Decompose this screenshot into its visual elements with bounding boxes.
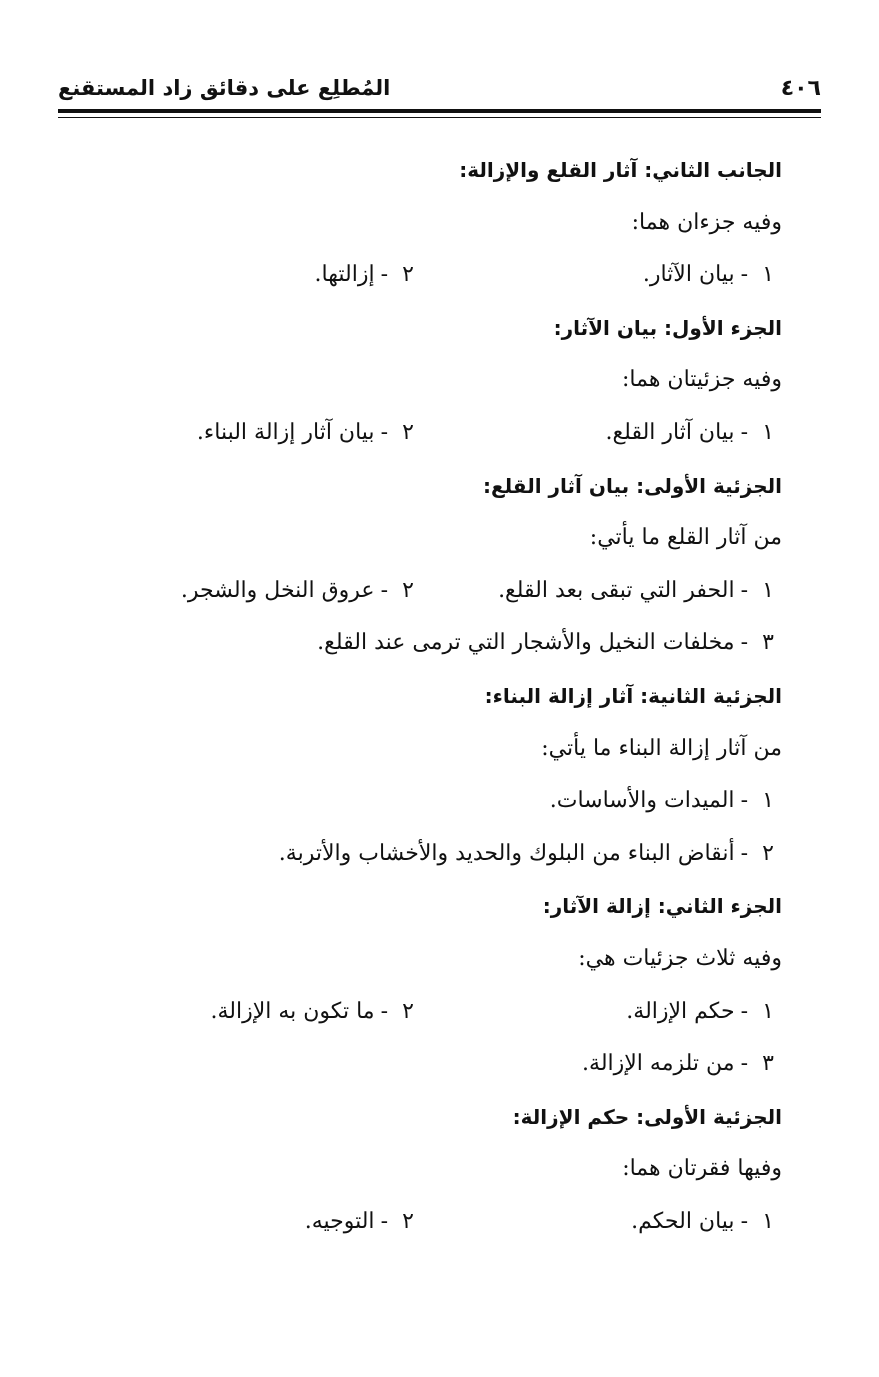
header-rule-thin	[58, 117, 821, 118]
item-number: ٣	[762, 1051, 774, 1077]
item-text: الميدات والأساسات.	[549, 788, 735, 814]
paragraph: من آثار إزالة البناء ما يأتي:	[541, 735, 782, 761]
section-heading: الجزء الثاني: إزالة الآثار:	[542, 894, 782, 919]
page-body	[110, 144, 782, 1248]
list-entry	[631, 1196, 782, 1249]
book-title: المُطلِع على دقائق زاد المستقنع	[58, 76, 391, 100]
item-number: ٢	[402, 577, 414, 603]
list-entry	[626, 986, 782, 1039]
list-row	[110, 1038, 782, 1091]
item-number: ١	[762, 788, 774, 814]
header-rule-thick	[58, 109, 821, 113]
item-text: حكم الإزالة.	[626, 998, 735, 1024]
item-number: ٢	[402, 262, 414, 288]
list-entry	[498, 565, 782, 618]
paragraph: وفيه ثلاث جزئيات هي:	[578, 945, 782, 971]
list-entry	[605, 407, 782, 460]
item-number: ٢	[402, 419, 414, 445]
item-number: ١	[762, 577, 774, 603]
list-entry	[643, 249, 782, 302]
list-entry	[317, 617, 782, 670]
page-number: ٤٠٦	[780, 76, 821, 101]
list-entry	[305, 1196, 422, 1249]
section-heading: الجزئية الأولى: حكم الإزالة:	[512, 1104, 782, 1129]
list-row	[110, 617, 782, 670]
list-row	[110, 249, 782, 302]
list-entry	[279, 828, 782, 881]
item-text: عروق النخل والشجر.	[180, 577, 375, 603]
list-row	[110, 1196, 782, 1249]
section-heading: الجزئية الثانية: آثار إزالة البناء:	[484, 683, 782, 708]
item-text: أنقاض البناء من البلوك والحديد والأخشاب والأتربة.	[278, 840, 735, 866]
item-text: ما تكون به الإزالة.	[210, 998, 375, 1024]
paragraph: وفيها فقرتان هما:	[622, 1156, 782, 1182]
item-dash: -	[380, 998, 388, 1024]
list-row	[110, 828, 782, 881]
list-row	[110, 407, 782, 460]
item-dash: -	[740, 577, 748, 603]
list-entry	[210, 986, 422, 1039]
item-dash: -	[740, 998, 748, 1024]
section-heading: الجزء الأول: بيان الآثار:	[553, 315, 782, 340]
item-text: بيان الحكم.	[631, 1208, 735, 1234]
list-entry	[181, 565, 422, 618]
item-text: بيان آثار القلع.	[605, 419, 735, 445]
item-text: بيان الآثار.	[642, 262, 735, 288]
list-row	[110, 775, 782, 828]
item-number: ٢	[402, 998, 414, 1024]
item-dash: -	[740, 840, 748, 866]
list-entry	[550, 775, 782, 828]
section-heading: الجانب الثاني: آثار القلع والإزالة:	[459, 158, 782, 182]
item-number: ٢	[762, 840, 774, 866]
item-dash: -	[740, 788, 748, 814]
list-entry	[582, 1038, 782, 1091]
running-header	[58, 68, 821, 108]
item-dash: -	[380, 1208, 388, 1234]
list-entry	[315, 249, 422, 302]
item-dash: -	[380, 577, 388, 603]
item-number: ٢	[402, 1208, 414, 1234]
item-dash: -	[740, 630, 748, 656]
item-number: ١	[762, 1208, 774, 1234]
item-dash: -	[380, 262, 388, 288]
item-dash: -	[380, 419, 388, 445]
item-number: ٣	[762, 630, 774, 656]
item-text: التوجيه.	[304, 1208, 375, 1234]
item-text: من تلزمه الإزالة.	[582, 1051, 735, 1077]
item-dash: -	[740, 262, 748, 288]
list-row	[110, 986, 782, 1039]
paragraph: وفيه جزءان هما:	[631, 209, 782, 235]
item-dash: -	[740, 1051, 748, 1077]
list-entry	[197, 407, 422, 460]
item-number: ١	[762, 262, 774, 288]
item-text: بيان آثار إزالة البناء.	[196, 419, 375, 445]
section-heading: الجزئية الأولى: بيان آثار القلع:	[482, 473, 782, 498]
item-text: إزالتها.	[314, 262, 375, 288]
paragraph: من آثار القلع ما يأتي:	[589, 525, 782, 551]
item-text: الحفر التي تبقى بعد القلع.	[498, 577, 735, 603]
item-text: مخلفات النخيل والأشجار التي ترمى عند القلع.	[317, 630, 735, 656]
paragraph: وفيه جزئيتان هما:	[622, 367, 782, 393]
item-number: ١	[762, 998, 774, 1024]
item-dash: -	[740, 419, 748, 445]
item-dash: -	[740, 1208, 748, 1234]
item-number: ١	[762, 419, 774, 445]
list-row	[110, 565, 782, 618]
